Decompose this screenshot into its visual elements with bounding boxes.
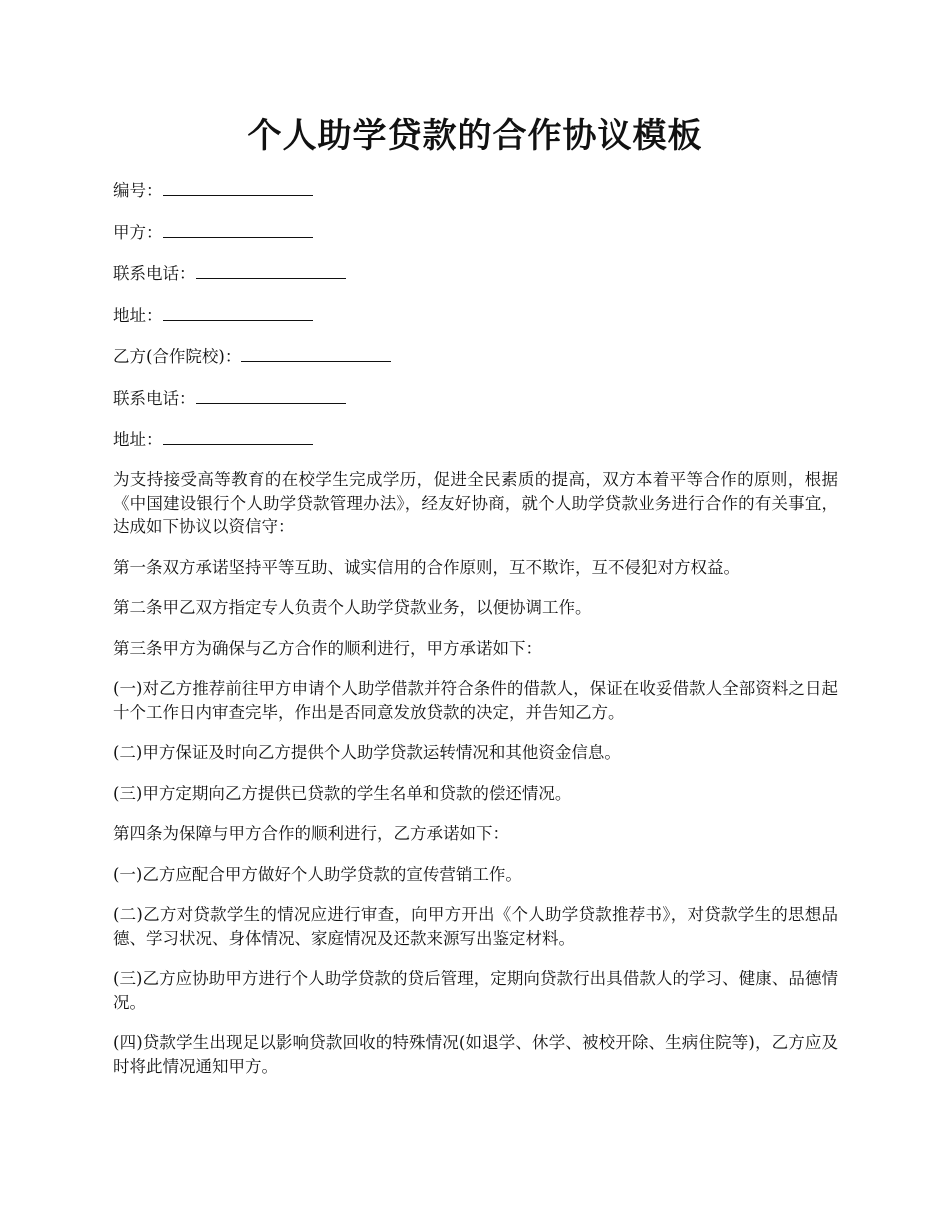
article-4-clause-3: (三)乙方应协助甲方进行个人助学贷款的贷后管理，定期向贷款行出具借款人的学习、健康、品德情况。 (113, 969, 838, 1012)
field-label: 地址： (113, 305, 163, 325)
field-party-b (113, 344, 838, 368)
field-label: 联系电话： (113, 388, 196, 408)
article-4-clause-2: (二)乙方对贷款学生的情况应进行审查，向甲方开出《个人助学贷款推荐书》，对贷款学生的思想品德、学习状况、身体情况、家庭情况及还款来源写出鉴定材料。 (113, 905, 838, 948)
field-label: 乙方(合作院校)： (113, 347, 242, 366)
document-body (113, 178, 838, 1095)
blank-line (163, 220, 313, 238)
field-party-b-phone (113, 386, 838, 410)
article-3: 第三条甲方为确保与乙方合作的顺利进行，甲方承诺如下： (113, 638, 542, 658)
document-title: 个人助学贷款的合作协议模板 (247, 116, 703, 156)
blank-line (241, 344, 391, 362)
blank-line (163, 427, 313, 445)
article-3-clause-3: (三)甲方定期向乙方提供已贷款的学生名单和贷款的偿还情况。 (113, 783, 572, 803)
field-party-a-address (113, 303, 838, 327)
blank-line (196, 261, 346, 279)
field-label: 甲方： (113, 222, 163, 242)
article-3-clause-1: (一)对乙方推荐前往甲方申请个人助学借款并符合条件的借款人，保证在收妥借款人全部资料之日起十个工作日内审查完毕，作出是否同意发放贷款的决定，并告知乙方。 (113, 679, 838, 722)
article-1: 第一条双方承诺坚持平等互助、诚实信用的合作原则，互不欺诈，互不侵犯对方权益。 (113, 557, 740, 577)
article-4-clause-1: (一)乙方应配合甲方做好个人助学贷款的宣传营销工作。 (113, 864, 522, 884)
article-3-clause-2: (二)甲方保证及时向乙方提供个人助学贷款运转情况和其他资金信息。 (113, 743, 621, 762)
field-label: 联系电话： (113, 264, 196, 283)
field-party-b-address (113, 427, 838, 451)
blank-line (196, 386, 346, 404)
article-2: 第二条甲乙双方指定专人负责个人助学贷款业务，以便协调工作。 (113, 598, 592, 617)
field-serial-number (113, 178, 838, 202)
blank-line (163, 303, 313, 321)
article-4: 第四条为保障与甲方合作的顺利进行，乙方承诺如下： (113, 824, 509, 843)
field-party-a-phone (113, 261, 838, 285)
preamble-paragraph: 为支持接受高等教育的在校学生完成学历，促进全民素质的提高，双方本着平等合作的原则，根据《中国建设银行个人助学贷款管理办法》，经友好协商，就个人助学贷款业务进行合作的有关事宜，达成如下协议以资信守： (113, 470, 838, 536)
field-label: 地址： (113, 430, 163, 449)
article-4-clause-4: (四)贷款学生出现足以影响贷款回收的特殊情况(如退学、休学、被校开除、生病住院等)，乙方应及时将此情况通知甲方。 (113, 1033, 838, 1076)
field-party-a (113, 220, 838, 244)
blank-line (163, 178, 313, 196)
field-label: 编号： (113, 181, 163, 200)
